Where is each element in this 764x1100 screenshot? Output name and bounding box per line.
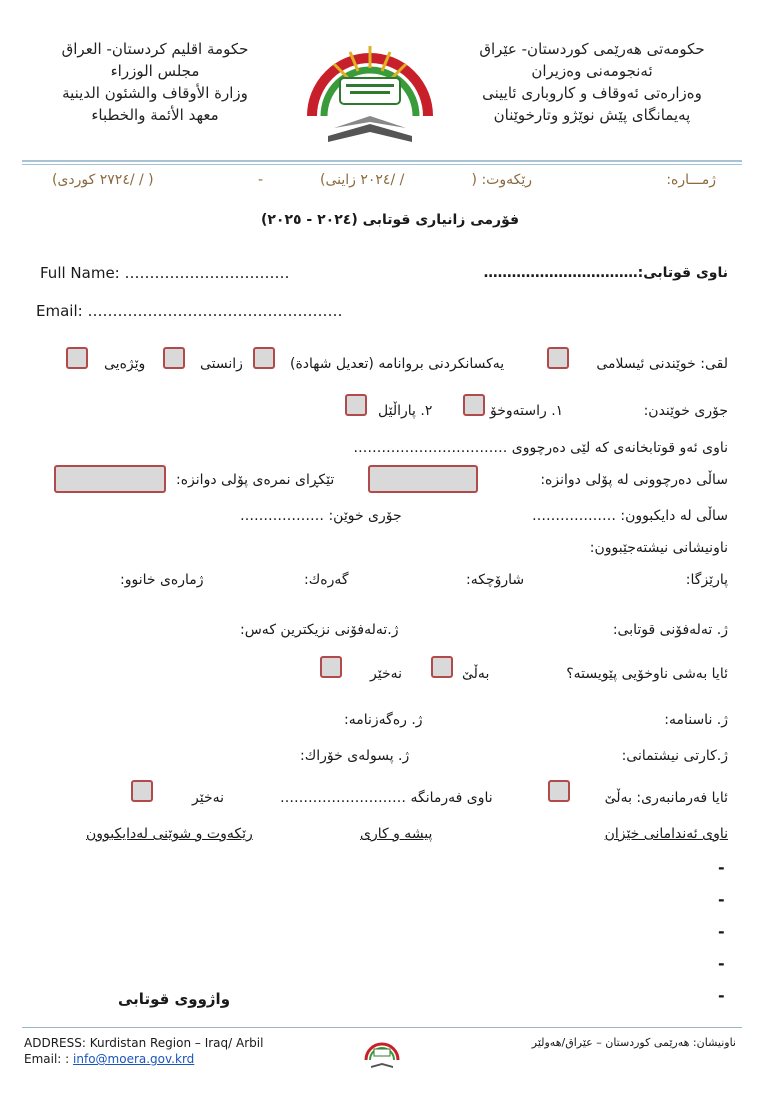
branch-literary-label: وێژەیی — [104, 356, 146, 372]
family-header-name: ناوی ئەندامانی خێزان — [604, 826, 728, 842]
branch-equiv-label: یەکسانکردنی بروانامە (تعدیل شهادة) — [290, 356, 505, 372]
footer-logo-icon — [363, 1033, 401, 1071]
header-left-line: معهد الأئمة والخطباء — [91, 106, 219, 124]
employee-no-checkbox[interactable] — [131, 780, 153, 802]
email-field[interactable]: Email: …………………………………………… — [36, 302, 343, 320]
header-left-line: حکومة اقليم كردستان- العراق — [61, 40, 249, 58]
full-name-field[interactable]: Full Name: …………………………… — [40, 264, 290, 282]
relative-phone-field[interactable]: ژ.تەلەفۆنی نزیکترین کەس: — [240, 622, 399, 638]
neighborhood-field[interactable]: گەرەك: — [304, 572, 349, 588]
study-type-label: جۆری خوێندن: — [643, 403, 728, 419]
dorm-yes-label: بەڵێ — [462, 666, 490, 682]
residence-card-field[interactable]: ژ.کارتی نیشتمانی: — [621, 748, 728, 764]
institution-field[interactable]: ناوی فەرمانگە ……………………… — [280, 790, 493, 806]
footer-email-label: Email: : — [24, 1052, 70, 1066]
footer-email-link[interactable]: info@moera.gov.krd — [73, 1052, 195, 1066]
header-rule — [22, 160, 742, 162]
student-phone-field[interactable]: ژ. تەلەفۆنی قوتابی: — [612, 622, 728, 638]
family-header-birth: رێکەوت و شوێنی لەدایکبوون — [86, 826, 253, 842]
dorm-no-checkbox[interactable] — [320, 656, 342, 678]
study-parallel-checkbox[interactable] — [345, 394, 367, 416]
address-label: ناونیشانی نیشتەجێبوون: — [589, 540, 728, 556]
family-row[interactable]: - — [718, 858, 725, 877]
food-card-field[interactable]: ژ. پسولەی خۆراك: — [300, 748, 410, 764]
grade-total-input[interactable] — [54, 465, 166, 493]
student-name-field[interactable]: ناوی قوتابی:…………………………… — [483, 265, 728, 281]
study-parallel-label: ٢. پاراڵێل — [378, 403, 433, 419]
footer-address-ku: ناونیشان: هەرێمی کوردستان – عێراق/هەولێر — [531, 1036, 736, 1049]
dorm-yes-checkbox[interactable] — [431, 656, 453, 678]
footer-email-row — [24, 1052, 194, 1066]
employee-question: ئایا فەرمانبەری: بەڵێ — [604, 790, 728, 806]
ref-dash: - — [258, 172, 264, 188]
ministry-logo-icon — [300, 16, 440, 156]
branch-science-checkbox[interactable] — [163, 347, 185, 369]
ref-date-gregorian: / /٢٠٢٤ زاینی) — [320, 172, 405, 188]
form-title: فۆرمی زانیاری قوتابی (٢٠٢٤ - ٢٠٢٥) — [260, 212, 520, 228]
employee-yes-checkbox[interactable] — [548, 780, 570, 802]
header-right-line: پەیمانگای پێش نوێژو وتارخوێنان — [493, 106, 691, 124]
study-morning-checkbox[interactable] — [463, 394, 485, 416]
province-field[interactable]: پارێزگا: — [685, 572, 728, 588]
grad-year-input[interactable] — [368, 465, 478, 493]
header-left-line: مجلس الوزراء — [110, 62, 200, 80]
ref-number-label: ژمـــاره: — [666, 172, 716, 188]
employee-no-label: نەخێر — [192, 790, 225, 806]
dorm-need-label: ئایا بەشی ناوخۆیی پێویستە؟ — [566, 666, 728, 682]
student-signature: واژووی قوتابی — [118, 990, 231, 1008]
study-morning-label: ١. راستەوخۆ — [490, 403, 564, 419]
family-row[interactable]: - — [718, 986, 725, 1005]
branch-label: لقی: خوێندنی ئیسلامی — [596, 356, 728, 372]
ref-date-label: رێکەوت: ( — [471, 172, 532, 188]
family-row[interactable]: - — [718, 954, 725, 973]
family-header-job: پیشە و کاری — [360, 826, 433, 842]
id-no-field[interactable]: ژ. ناسنامە: — [664, 712, 728, 728]
header-left-line: وزارة الأوقاف والشئون الدينية — [62, 84, 248, 102]
nationality-no-field[interactable]: ژ. رەگەزنامە: — [344, 712, 423, 728]
dorm-no-label: نەخێر — [370, 666, 403, 682]
header-left-block — [40, 38, 270, 126]
header-right-line: وەزارەتی ئەوقاف و كاروباری ئایینی — [482, 84, 702, 102]
branch-literary-checkbox[interactable] — [66, 347, 88, 369]
birth-year-field[interactable]: ساڵی لە دایکبوون: ……………… — [531, 508, 728, 524]
grade-total-label: تێکڕای نمرەی پۆلی دوانزە: — [176, 472, 335, 488]
district-field[interactable]: شارۆچکە: — [466, 572, 525, 588]
branch-islamic-checkbox[interactable] — [547, 347, 569, 369]
grad-year-label: ساڵی دەرچوونی لە پۆلی دوانزە: — [540, 472, 728, 488]
footer-address-en: ADDRESS: Kurdistan Region – Iraq/ Arbil — [24, 1036, 264, 1050]
blood-type-field[interactable]: جۆری خوێن: ……………… — [240, 508, 402, 524]
footer-rule — [22, 1027, 742, 1028]
header-rule — [22, 164, 742, 165]
branch-equiv-checkbox[interactable] — [253, 347, 275, 369]
header-right-block — [452, 38, 732, 126]
house-no-field[interactable]: ژمارەی خانوو: — [120, 572, 204, 588]
school-name-field[interactable]: ناوی ئەو قوتابخانەی کە لێی دەرچووی …………………………… — [353, 440, 728, 456]
header-right-line: ئەنجومەنی وەزیران — [531, 62, 653, 80]
ref-date-kurdish: ( / /٢٧٢٤ کوردی) — [52, 172, 154, 188]
family-row[interactable]: - — [718, 922, 725, 941]
header-right-line: حکومەتی هەرێمی کوردستان- عێراق — [479, 40, 705, 58]
family-row[interactable]: - — [718, 890, 725, 909]
branch-science-label: زانستی — [200, 356, 243, 372]
